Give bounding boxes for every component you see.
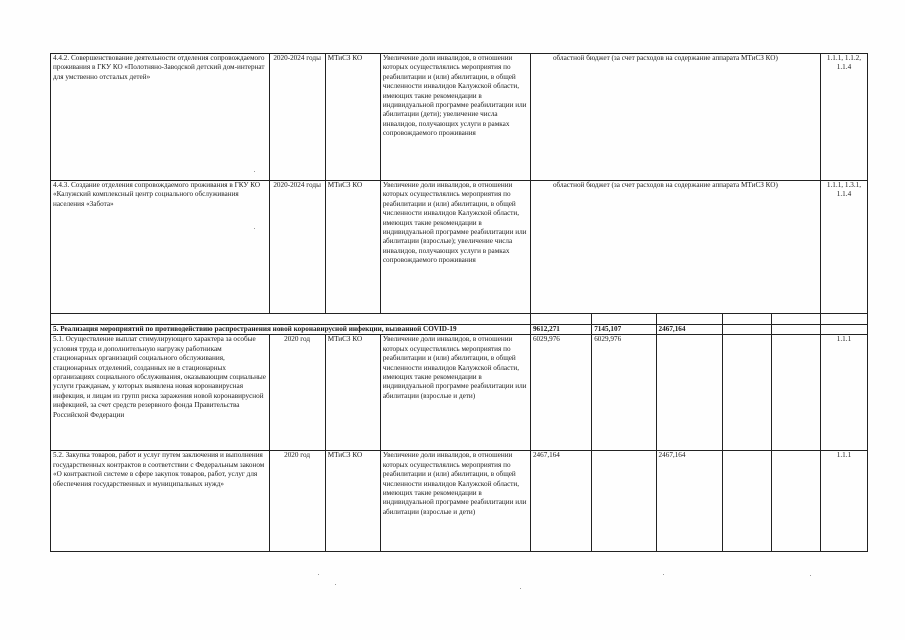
measure-executor: МТиСЗ КО [325, 54, 380, 181]
measure-name: 5.2. Закупка товаров, работ и услуг путем заключения и выполнения государственных контрактов в соответствии с Федеральным законом «О контрактной системе в сфере закупок товаров, работ, услуг для обеспечения государственных и муниципальных нужд» [51, 451, 270, 552]
blank-cell [820, 314, 867, 325]
measure-executor: МТиСЗ КО [325, 335, 380, 451]
blank-cell [771, 325, 820, 335]
measure-federal: 6029,976 [592, 335, 656, 451]
section-title: 5. Реализация мероприятий по противодействию распространения новой коронавирусной инфекции, вызванной COVID-19 [51, 325, 531, 335]
measure-name: 4.4.3. Создание отделения сопровождаемого проживания в ГКУ КО «Калужский комплексный центр социального обслуживания населения «Забота» [51, 181, 270, 314]
blank-cell [656, 314, 722, 325]
blank-cell [771, 335, 820, 451]
blank-cell [722, 325, 771, 335]
blank-cell [530, 314, 591, 325]
measure-federal [592, 451, 656, 552]
table-row [51, 54, 868, 181]
section-regional: 2467,164 [656, 325, 722, 335]
section-total: 9612,271 [530, 325, 591, 335]
table-row [51, 451, 868, 552]
measure-period: 2020 год [269, 335, 325, 451]
measure-total: 6029,976 [530, 335, 591, 451]
funding-source-cell [530, 54, 820, 181]
funding-source: областной бюджет (за счет расходов на содержание аппарата МТиСЗ КО) [552, 181, 778, 189]
measure-regional [656, 335, 722, 451]
blank-cell [771, 314, 820, 325]
measure-result: Увеличение доли инвалидов, в отношении которых осуществлялись мероприятия по реабилитации и (или) абилитации, в общей численности инвалидов Калужской области, имеющих такие рекомендации в индивидуальной программе реабилитации или абилитации (дети); увеличение числа инвалидов, получающих услуги в рамках сопровождаемого проживания [380, 54, 530, 181]
funding-source-cell [530, 181, 820, 314]
measure-result: Увеличение доли инвалидов, в отношении которых осуществлялись мероприятия по реабилитации и (или) абилитации, в общей численности инвалидов Калужской области, имеющих такие рекомендации в индивидуальной программе реабилитации или абилитации (взрослые и дети) [380, 451, 530, 552]
measure-regional: 2467,164 [656, 451, 722, 552]
measure-period: 2020-2024 годы [269, 54, 325, 181]
measure-indicators: 1.1.1, 1.3.1, 1.1.4 [820, 181, 867, 314]
blank-cell [722, 314, 771, 325]
measure-period: 2020 год [269, 451, 325, 552]
blank-cell [771, 451, 820, 552]
measure-indicators: 1.1.1 [820, 451, 867, 552]
table-row [51, 314, 868, 325]
funding-source: областной бюджет (за счет расходов на содержание аппарата МТиСЗ КО) [552, 54, 778, 62]
measure-name: 5.1. Осуществление выплат стимулирующего характера за особые условия труда и дополнительную нагрузку работникам стационарных организаций социального обслуживания, стационарных отделений, созданных не в стационарных организациях социального обслуживания, оказывающим социальные услуги гражданам, у которых выявлена новая коронавирусная инфекция, и лицам из групп риска заражения новой коронавирусной инфекцией, за счет средств резервного фонда Правительства Российской Федерации [51, 335, 270, 451]
measure-executor: МТиСЗ КО [325, 181, 380, 314]
section-federal: 7145,107 [592, 325, 656, 335]
table-row [51, 335, 868, 451]
measure-total: 2467,164 [530, 451, 591, 552]
measure-executor: МТиСЗ КО [325, 451, 380, 552]
measure-result: Увеличение доли инвалидов, в отношении которых осуществлялись мероприятия по реабилитации и (или) абилитации, в общей численности инвалидов Калужской области, имеющих такие рекомендации в индивидуальной программе реабилитации или абилитации (взрослые и дети) [380, 335, 530, 451]
table-row [51, 181, 868, 314]
blank-cell [820, 325, 867, 335]
blank-cell [592, 314, 656, 325]
program-measures-table [50, 53, 868, 552]
blank-cell [722, 451, 771, 552]
blank-cell [51, 314, 531, 325]
measure-period: 2020-2024 годы [269, 181, 325, 314]
measure-indicators: 1.1.1 [820, 335, 867, 451]
measure-name: 4.4.2. Совершенствование деятельности отделения сопровождаемого проживания в ГКУ КО «Полотняно-Заводской детский дом-интернат для умственно отсталых детей» [51, 54, 270, 181]
measure-result: Увеличение доли инвалидов, в отношении которых осуществлялись мероприятия по реабилитации и (или) абилитации, в общей численности инвалидов Калужской области, имеющих такие рекомендации в индивидуальной программе реабилитации или абилитации (взрослые); увеличение числа инвалидов, получающих услуги в рамках сопровождаемого проживания [380, 181, 530, 314]
section-row [51, 325, 868, 335]
blank-cell [722, 335, 771, 451]
measure-indicators: 1.1.1, 1.1.2, 1.1.4 [820, 54, 867, 181]
